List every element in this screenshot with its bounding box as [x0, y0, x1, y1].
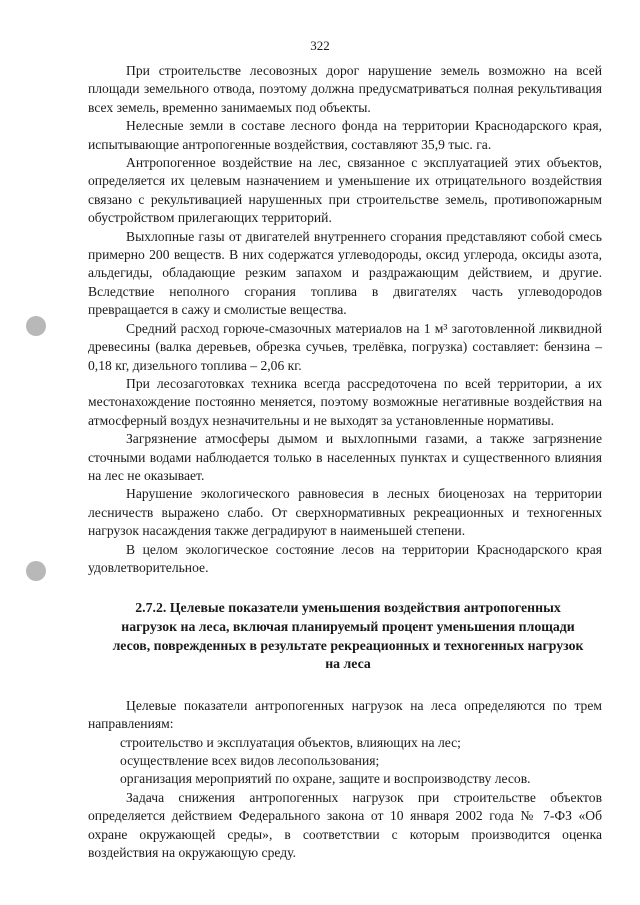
paragraph: В целом экологическое состояние лесов на территории Краснодарского края удовлетворительное.	[88, 541, 602, 575]
closing-paragraph: Задача снижения антропогенных нагрузок при строительстве объектов определяется действием Федерального закона от 10 января 2002 года № 7-ФЗ «Об охране окружающей среды», в соответствии с которым производится оценка воздействия на окружающую среду.	[88, 789, 602, 860]
paragraph: Нарушение экологического равновесия в лесных биоценозах на территории лесничеств выражено слабо. От сверхнормативных рекреационных и техногенных нагрузок насаждения также деградируют в наименьшей степени.	[88, 486, 602, 539]
paragraph: При лесозаготовках техника всегда рассредоточена по всей территории, а их местонахождение постоянно меняется, поэтому возможные негативные воздействия на атмосферный воздух незначительны и не выходят за установленные нормативы.	[88, 375, 602, 428]
paragraph: Антропогенное воздействие на лес, связанное с эксплуатацией этих объектов, определяется их целевым назначением и уменьшение их отрицательного воздействия связано с рекультивацией нарушенных при строительстве земель, противопожарным обустройством прилегающих территорий.	[88, 155, 602, 226]
paragraph: При строительстве лесовозных дорог нарушение земель возможно на всей площади земельного отвода, поэтому должна предусматриваться полная рекультивация всех земель, временно занимаемых под объекты.	[88, 63, 602, 115]
list-item: организация мероприятий по охране, защите и воспроизводству лесов.	[120, 771, 531, 787]
paragraph: Загрязнение атмосферы дымом и выхлопными газами, а также загрязнение сточными водами наблюдается только в населенных пунктах и существенного влияния на лес не оказывает.	[88, 431, 602, 483]
page-number: 322	[310, 38, 330, 53]
punch-hole-mark	[26, 561, 46, 581]
paragraph: Выхлопные газы от двигателей внутреннего сгорания представляют собой смесь примерно 200 веществ. В них содержатся углеводороды, оксид углерода, оксиды азота, альдегиды, обладающие резким запахом и раздражающим действием, и другие. Вследствие неполного сгорания топлива в двигателях часть углеводородов превращается в сажу и смолистые вещества.	[88, 228, 602, 318]
paragraph: Нелесные земли в составе лесного фонда на территории Краснодарского края, испытывающие антропогенные воздействия, составляют 35,9 тыс. га.	[88, 118, 602, 152]
list-item: строительство и эксплуатация объектов, влияющих на лес;	[120, 734, 461, 750]
intro-paragraph: Целевые показатели антропогенных нагрузок на леса определяются по трем направлениям:	[88, 697, 602, 732]
paragraph: Средний расход горюче-смазочных материалов на 1 м³ заготовленной ликвидной древесины (валка деревьев, обрезка сучьев, трелёвка, погрузка) составляет: бензина – 0,18 кг, дизельного топлива – 2,06 кг.	[88, 320, 602, 373]
list-item: осуществление всех видов лесопользования;	[120, 752, 380, 768]
punch-hole-mark	[26, 316, 46, 336]
section-heading: 2.7.2. Целевые показатели уменьшения воздействия антропогенных нагрузок на леса, включая планируемый процент уменьшения площади лесов, поврежденных в результате рекреационных и техногенных нагрузок на леса	[112, 600, 584, 672]
page-body	[88, 62, 602, 862]
